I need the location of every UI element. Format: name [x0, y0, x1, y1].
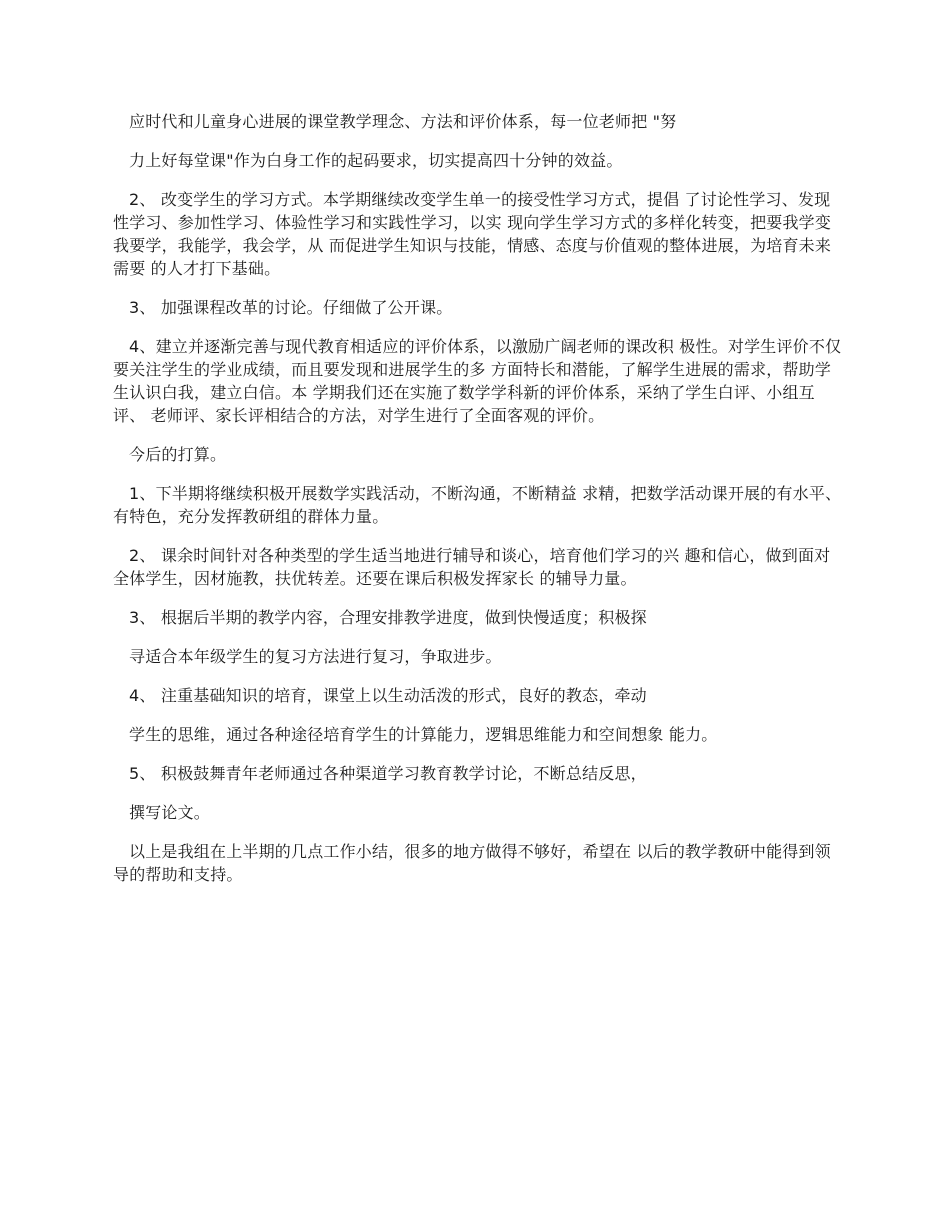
paragraph-12: 学生的思维，通过各种途径培育学生的计算能力，逻辑思维能力和空间想象 能力。: [129, 725, 718, 744]
paragraph-1: 应时代和儿童身心进展的课堂教学理念、方法和评价体系，每一位老师把 "努: [129, 112, 677, 131]
paragraph-8: 2、 课余时间针对各种类型的学生适当地进行辅导和谈心，培育他们学习的兴 趣和信心，做到面对全体学生，因材施教，扶优转差。还要在课后积极发挥家长 的辅导力量。: [113, 546, 831, 588]
paragraph-9: 3、 根据后半期的教学内容，合理安排教学进度，做到快慢适度；积极探: [129, 608, 647, 627]
paragraph-3: 2、 改变学生的学习方式。本学期继续改变学生单一的接受性学习方式，提倡 了讨论性学习、发现性学习、参加性学习、体验性学习和实践性学习，以实 现向学生学习方式的多样化转变，把要我学变我要学，我能学，我会学，从 而促进学生知识与技能，情感、态度与价值观的整体进展，为培育未来需要 的人才打下基础。: [113, 190, 832, 278]
paragraph-10: 寻适合本年级学生的复习方法进行复习，争取进步。: [129, 647, 502, 666]
paragraph-15: 以上是我组在上半期的几点工作小结，很多的地方做得不够好，希望在 以后的教学教研中能得到领导的帮助和支持。: [113, 842, 831, 884]
paragraph-13: 5、 积极鼓舞青年老师通过各种渠道学习教育教学讨论，不断总结反思，: [129, 764, 647, 783]
paragraph-5: 4、建立并逐渐完善与现代教育相适应的评价体系，以激励广阔老师的课改积 极性。对学生评价不仅要关注学生的学业成绩，而且要发现和进展学生的多 方面特长和潜能，了解学生进展的需求，帮助学生认识白我，建立白信。本 学期我们还在实施了数学学科新的评价体系，采纳了学生白评、小组互评、 老师评、家长评相结合的方法，对学生进行了全面客观的评价。: [113, 337, 842, 425]
document-body: [113, 110, 845, 902]
paragraph-14: 撰写论文。: [129, 803, 211, 822]
paragraph-4: 3、 加强课程改革的讨论。仔细做了公开课。: [129, 298, 453, 317]
paragraph-2: 力上好每堂课"作为白身工作的起码要求，切实提高四十分钟的效益。: [129, 151, 623, 170]
paragraph-6: 今后的打算。: [129, 445, 227, 464]
paragraph-11: 4、 注重基础知识的培育，课堂上以生动活泼的形式，良好的教态，牵动: [129, 686, 647, 705]
paragraph-7: 1、下半期将继续积极开展数学实践活动，不断沟通，不断精益 求精，把数学活动课开展的有水平、有特色，充分发挥教研组的群体力量。: [113, 484, 842, 526]
